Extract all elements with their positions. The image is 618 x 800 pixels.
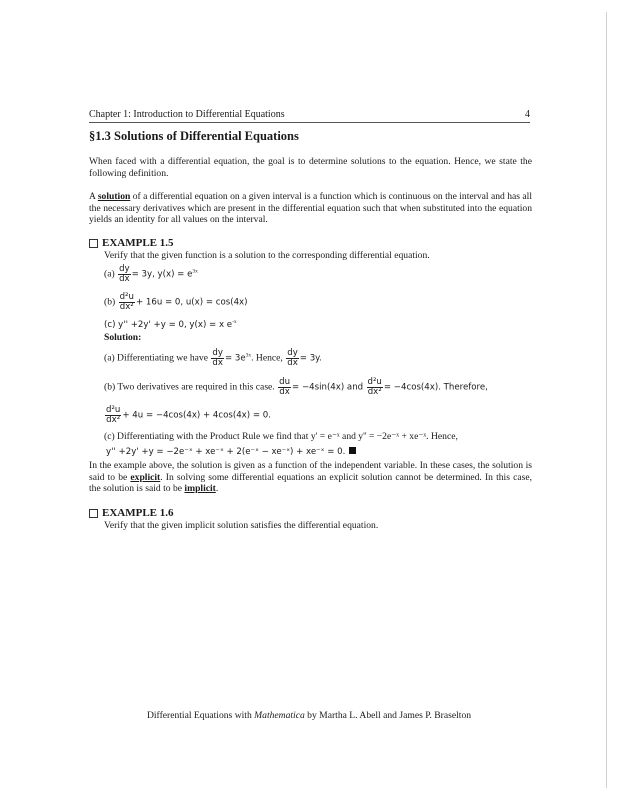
page-edge: [606, 12, 607, 788]
definition-rest: of a differential equation on a given interval is a function which is continuous on the interval and has all the necessary derivatives which are present in the differential equation such that when substituted into the equation yields an identity for all values on the interval.: [89, 191, 532, 225]
fraction-dy-dx: $\frac{dy}{dx}$: [212, 348, 223, 368]
fraction-dy-dx: $\frac{dy}{dx}$: [119, 264, 130, 284]
example-1-6-instruction: Verify that the given implicit solution satisfies the differential equation.: [104, 520, 379, 531]
solution-part-b: (b) Two derivatives are required in this case. $\frac{du}{dx}$ = −4sin(4x) and $\frac{\text{d²u}}{\text{dx²}}$ = −4cos(4x). Therefore,: [104, 377, 488, 397]
part-a-label: (a): [104, 268, 115, 280]
term-explicit: explicit: [130, 471, 161, 483]
example-1-5-part-c: (c) y'' +2y' +y = 0, y(x) = x $e^{-x}$: [104, 319, 237, 330]
running-header: [89, 109, 530, 120]
page-footer: Differential Equations with Mathematica by Martha L. Abell and James P. Braselton: [146, 710, 472, 721]
checkbox-square-icon: [89, 509, 98, 518]
definition-term: solution: [97, 191, 131, 202]
solution-label: Solution:: [104, 332, 142, 343]
solution-part-a: (a) Differentiating we have $\frac{dy}{dx}$ = $3e^{3x}$. Hence, $\frac{dy}{dx}$ = 3y.: [104, 348, 322, 368]
example-1-5-title: [89, 237, 174, 249]
example-1-5-part-b: (b) $\frac{\text{d²u}}{\text{dx²}}$ + 16u = 0, u(x) = cos(4x): [104, 292, 248, 312]
example-1-5-part-a: (a) $\frac{dy}{dx}$ = 3y, $y(x) = e^{3x}$: [104, 264, 198, 284]
solution-part-c-result: y'' +2y' +y = −2e⁻ˣ + xe⁻ˣ + 2(e⁻ˣ − xe⁻ˣ) + xe⁻ˣ = 0.: [106, 446, 356, 458]
solution-part-c: (c) Differentiating with the Product Rule we find that y' = e⁻ˣ and y'' = −2e⁻ˣ + xe⁻ˣ. Hence,: [104, 431, 458, 442]
definition-paragraph: [89, 191, 532, 226]
footer-italic-title: Mathematica: [254, 710, 305, 721]
page-number: 4: [525, 109, 530, 120]
solution-part-b-result: $\frac{\text{d²u}}{\text{dx²}}$ + 4u = −4cos(4x) + 4cos(4x) = 0.: [106, 405, 271, 425]
header-rule: [89, 122, 530, 123]
fraction-du-dx: $\frac{du}{dx}$: [279, 377, 291, 397]
fraction-d2u-dx2: $\frac{\text{d²u}}{\text{dx²}}$: [106, 405, 121, 425]
chapter-title: Chapter 1: Introduction to Differential Equations: [89, 109, 285, 120]
fraction-d2u-dx2: $\frac{\text{d²u}}{\text{dx²}}$: [367, 377, 382, 397]
intro-paragraph: When faced with a differential equation, the goal is to determine solutions to the equation. Hence, we state the following definition.: [89, 156, 532, 179]
section-title: §1.3 Solutions of Differential Equations: [89, 129, 299, 143]
part-b-label: (b): [104, 296, 116, 308]
example-1-6-label: EXAMPLE 1.6: [102, 507, 174, 519]
checkbox-square-icon: [89, 239, 98, 248]
term-implicit: implicit: [184, 483, 216, 494]
definition-prefix: A: [89, 191, 98, 202]
example-1-6-title: [89, 507, 174, 519]
fraction-dy-dx: $\frac{dy}{dx}$: [287, 348, 298, 368]
explicit-implicit-paragraph: In the example above, the solution is given as a function of the independent variable. In these cases, the solution is said to be explicit. In solving some differential equations an explicit solution cannot be determined. In this case, the solution is said to be implicit.: [89, 460, 532, 494]
example-1-5-label: EXAMPLE 1.5: [102, 237, 174, 249]
qed-square-icon: [349, 447, 356, 454]
fraction-d2u-dx2: $\frac{\text{d²u}}{\text{dx²}}$: [119, 292, 134, 312]
example-1-5-instruction: Verify that the given function is a solution to the corresponding differential equation.: [104, 250, 430, 261]
